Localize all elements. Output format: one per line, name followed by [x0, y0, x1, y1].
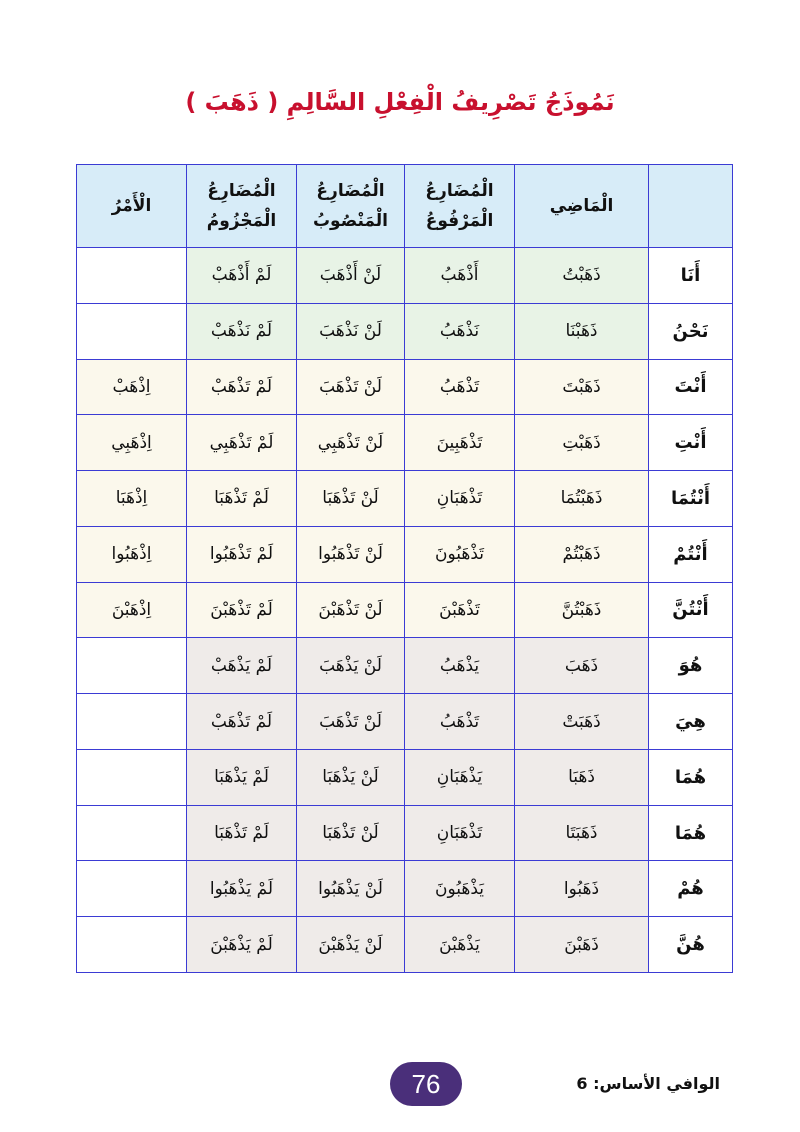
- cell-past: ذَهَبْتِ: [515, 415, 649, 471]
- cell-marfoo: نَذْهَبُ: [405, 303, 515, 359]
- table-row: [77, 471, 733, 527]
- cell-past: ذَهَبْنَا: [515, 303, 649, 359]
- cell-mansoob: لَنْ تَذْهَبْنَ: [297, 582, 405, 638]
- cell-mansoob: لَنْ تَذْهَبَ: [297, 359, 405, 415]
- cell-amr: [77, 303, 187, 359]
- cell-past: ذَهَبْنَ: [515, 917, 649, 973]
- cell-mansoob: لَنْ تَذْهَبَا: [297, 471, 405, 527]
- conjugation-table: [76, 164, 733, 973]
- cell-marfoo: تَذْهَبُ: [405, 694, 515, 750]
- table-row: [77, 248, 733, 304]
- cell-amr: [77, 638, 187, 694]
- cell-past: ذَهَبْتُ: [515, 248, 649, 304]
- cell-mansoob: لَنْ يَذْهَبْنَ: [297, 917, 405, 973]
- cell-past: ذَهَبْتُنَّ: [515, 582, 649, 638]
- cell-amr: اِذْهَبَا: [77, 471, 187, 527]
- header-present-subjunctive: الْمُضَارِعُ الْمَنْصُوبُ: [297, 165, 405, 248]
- table-row: [77, 749, 733, 805]
- cell-pronoun: هُمَا: [649, 805, 733, 861]
- cell-mansoob: لَنْ تَذْهَبَا: [297, 805, 405, 861]
- header-imperative: الْأَمْرُ: [77, 165, 187, 248]
- cell-mansoob: لَنْ تَذْهَبُوا: [297, 526, 405, 582]
- cell-mansoob: لَنْ تَذْهَبَ: [297, 694, 405, 750]
- cell-amr: [77, 861, 187, 917]
- cell-marfoo: يَذْهَبْنَ: [405, 917, 515, 973]
- cell-marfoo: تَذْهَبْنَ: [405, 582, 515, 638]
- table-row: [77, 582, 733, 638]
- table-row: [77, 805, 733, 861]
- table-row: [77, 694, 733, 750]
- cell-pronoun: هُمَا: [649, 749, 733, 805]
- cell-marfoo: تَذْهَبُ: [405, 359, 515, 415]
- page-title: نَمُوذَجُ تَصْرِيفُ الْفِعْلِ السَّالِمِ ( ذَهَبَ ): [185, 88, 615, 116]
- cell-amr: اِذْهَبْنَ: [77, 582, 187, 638]
- cell-amr: [77, 749, 187, 805]
- page-number-badge: 76: [390, 1062, 462, 1106]
- cell-mansoob: لَنْ أَذْهَبَ: [297, 248, 405, 304]
- cell-pronoun: أَنْتُمَا: [649, 471, 733, 527]
- cell-majzoom: لَمْ أَذْهَبْ: [187, 248, 297, 304]
- cell-majzoom: لَمْ يَذْهَبَا: [187, 749, 297, 805]
- table-row: [77, 359, 733, 415]
- cell-marfoo: يَذْهَبَانِ: [405, 749, 515, 805]
- cell-mansoob: لَنْ نَذْهَبَ: [297, 303, 405, 359]
- cell-mansoob: لَنْ يَذْهَبَا: [297, 749, 405, 805]
- header-pronoun: [649, 165, 733, 248]
- table-row: [77, 415, 733, 471]
- cell-past: ذَهَبَتَا: [515, 805, 649, 861]
- cell-majzoom: لَمْ تَذْهَبُوا: [187, 526, 297, 582]
- cell-pronoun: نَحْنُ: [649, 303, 733, 359]
- cell-amr: [77, 248, 187, 304]
- table-row: [77, 526, 733, 582]
- cell-amr: اِذْهَبِي: [77, 415, 187, 471]
- cell-majzoom: لَمْ تَذْهَبْ: [187, 694, 297, 750]
- cell-majzoom: لَمْ تَذْهَبْ: [187, 359, 297, 415]
- cell-amr: [77, 805, 187, 861]
- cell-marfoo: تَذْهَبِينَ: [405, 415, 515, 471]
- cell-pronoun: أَنْتُنَّ: [649, 582, 733, 638]
- cell-majzoom: لَمْ يَذْهَبْ: [187, 638, 297, 694]
- cell-past: ذَهَبَا: [515, 749, 649, 805]
- header-past: الْمَاضِي: [515, 165, 649, 248]
- table-row: [77, 917, 733, 973]
- table-row: [77, 861, 733, 917]
- cell-marfoo: يَذْهَبُونَ: [405, 861, 515, 917]
- cell-pronoun: هِيَ: [649, 694, 733, 750]
- cell-past: ذَهَبُوا: [515, 861, 649, 917]
- cell-pronoun: هُوَ: [649, 638, 733, 694]
- cell-marfoo: تَذْهَبَانِ: [405, 805, 515, 861]
- cell-marfoo: تَذْهَبُونَ: [405, 526, 515, 582]
- cell-majzoom: لَمْ تَذْهَبِي: [187, 415, 297, 471]
- table-row: [77, 303, 733, 359]
- cell-majzoom: لَمْ تَذْهَبْنَ: [187, 582, 297, 638]
- cell-mansoob: لَنْ يَذْهَبَ: [297, 638, 405, 694]
- cell-majzoom: لَمْ يَذْهَبْنَ: [187, 917, 297, 973]
- cell-majzoom: لَمْ تَذْهَبَا: [187, 805, 297, 861]
- cell-marfoo: تَذْهَبَانِ: [405, 471, 515, 527]
- table-row: [77, 638, 733, 694]
- header-present-indicative: الْمُضَارِعُ الْمَرْفُوعُ: [405, 165, 515, 248]
- cell-marfoo: يَذْهَبُ: [405, 638, 515, 694]
- cell-mansoob: لَنْ يَذْهَبُوا: [297, 861, 405, 917]
- cell-majzoom: لَمْ يَذْهَبُوا: [187, 861, 297, 917]
- cell-pronoun: أَنْتِ: [649, 415, 733, 471]
- cell-pronoun: أَنْتُمْ: [649, 526, 733, 582]
- cell-mansoob: لَنْ تَذْهَبِي: [297, 415, 405, 471]
- book-label: الوافي الأساس: 6: [576, 1074, 720, 1093]
- cell-marfoo: أَذْهَبُ: [405, 248, 515, 304]
- cell-pronoun: هُمْ: [649, 861, 733, 917]
- cell-pronoun: أَنَا: [649, 248, 733, 304]
- cell-amr: [77, 694, 187, 750]
- cell-majzoom: لَمْ نَذْهَبْ: [187, 303, 297, 359]
- table-header-row: [77, 165, 733, 248]
- cell-amr: اِذْهَبُوا: [77, 526, 187, 582]
- header-present-jussive: الْمُضَارِعُ الْمَجْزُومُ: [187, 165, 297, 248]
- cell-amr: اِذْهَبْ: [77, 359, 187, 415]
- cell-amr: [77, 917, 187, 973]
- cell-majzoom: لَمْ تَذْهَبَا: [187, 471, 297, 527]
- cell-past: ذَهَبَ: [515, 638, 649, 694]
- cell-past: ذَهَبْتُمْ: [515, 526, 649, 582]
- cell-past: ذَهَبْتُمَا: [515, 471, 649, 527]
- cell-past: ذَهَبْتَ: [515, 359, 649, 415]
- cell-pronoun: أَنْتَ: [649, 359, 733, 415]
- cell-past: ذَهَبَتْ: [515, 694, 649, 750]
- cell-pronoun: هُنَّ: [649, 917, 733, 973]
